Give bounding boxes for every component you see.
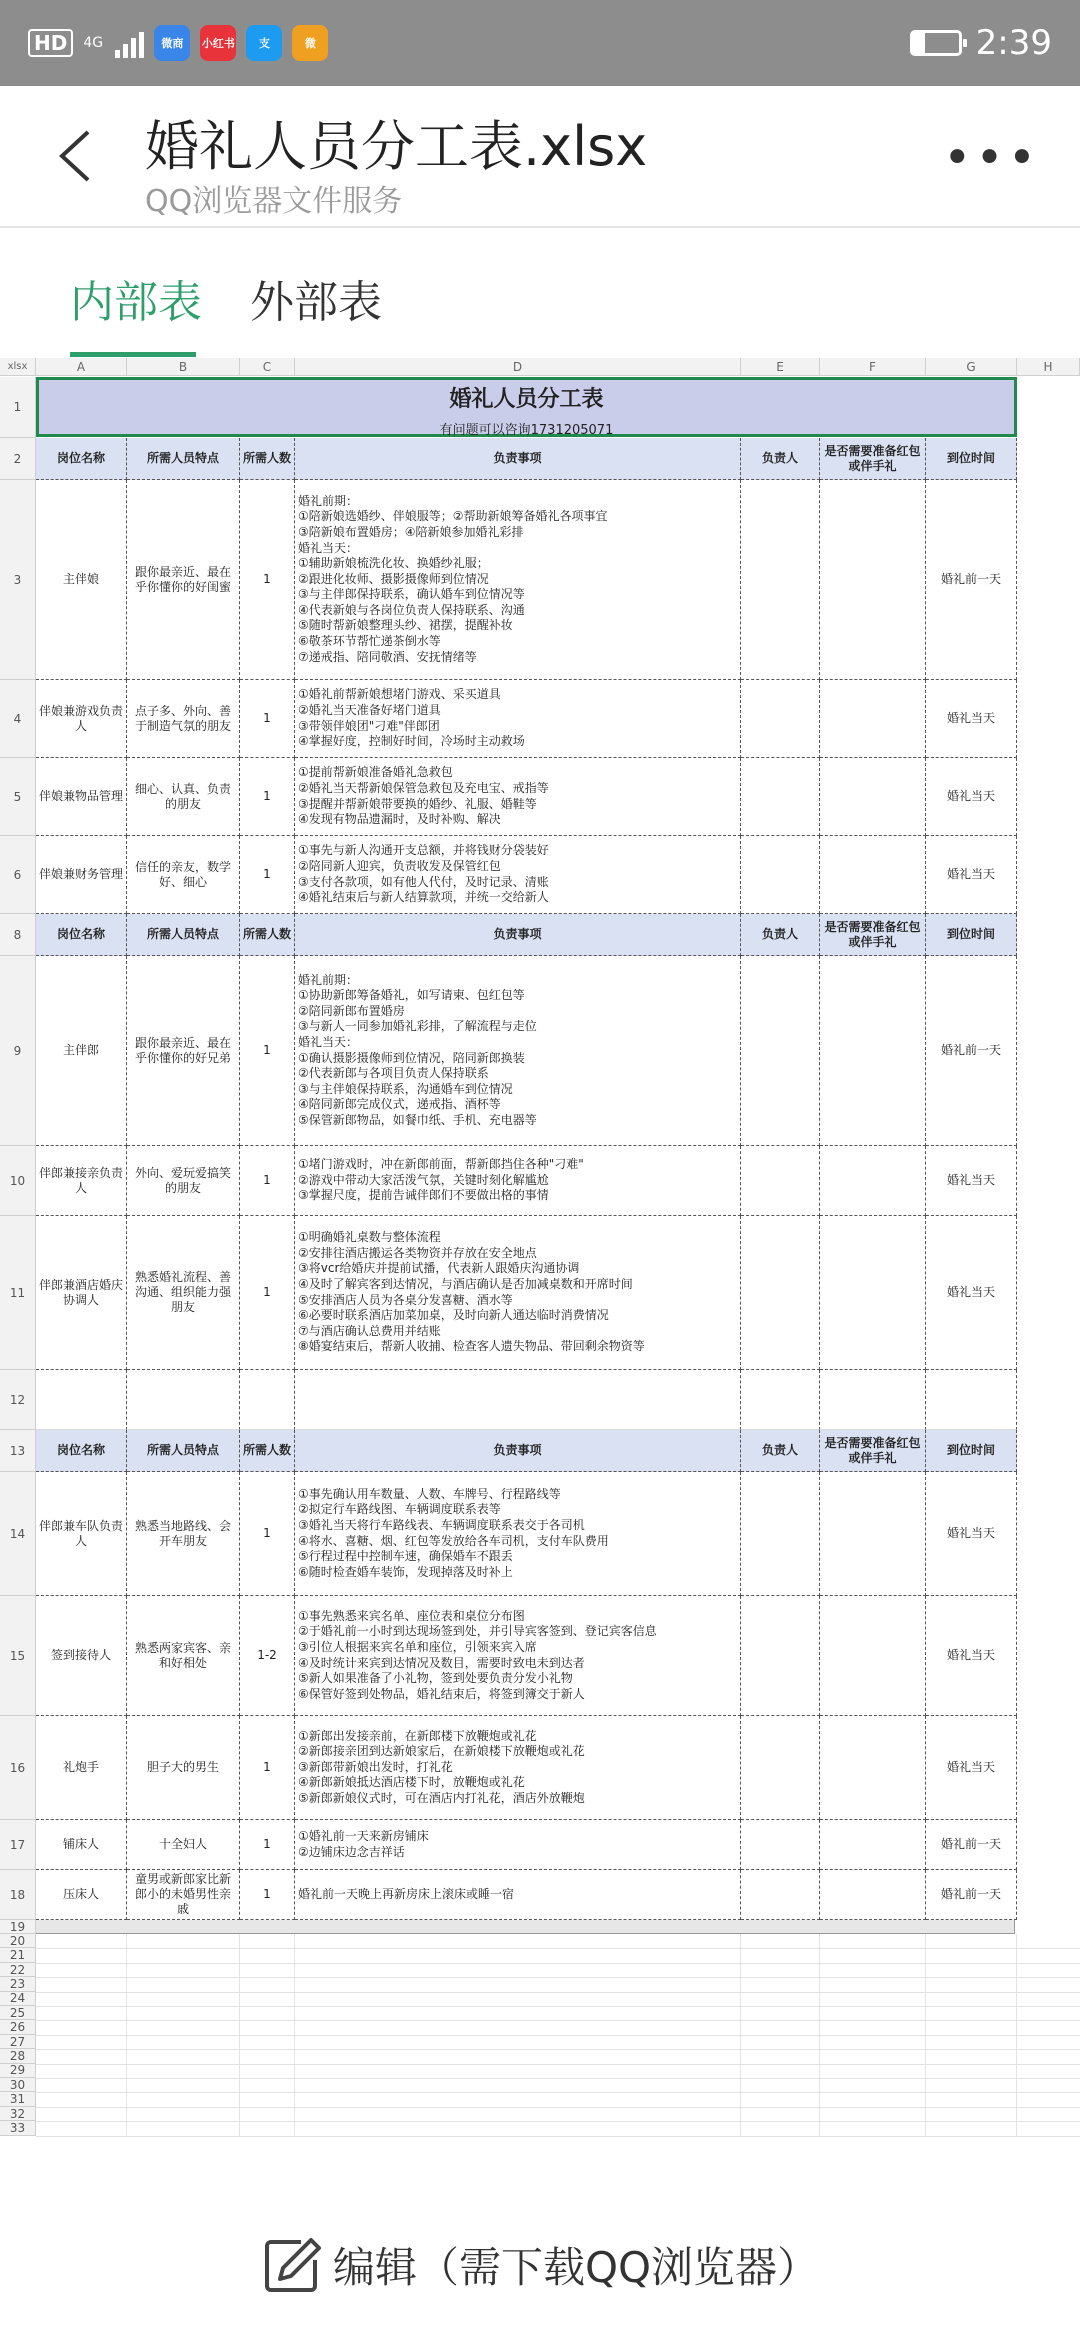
table-cell-num[interactable]: 1 <box>240 758 295 836</box>
table-header-cell[interactable]: 所需人数 <box>240 438 295 480</box>
table-cell-duty[interactable]: ①明确婚礼桌数与整体流程 ②安排往酒店搬运各类物资并存放在安全地点 ③将vcr给婚庆并提前试播，代表新人跟婚庆沟通协调 ④及时了解宾客到达情况，与酒店确认是否加减桌数和开席时间 ⑤安排酒店人员为各桌分发喜糖、酒水等 ⑥必要时联系酒店加菜加桌，及时向新人通达临时消费情况 ⑦与酒店确认总费用并结账 ⑧婚宴结束后，帮新人收捕、检查客人遗失物品、带回剩余物资等 <box>295 1216 741 1370</box>
grid-line <box>36 1977 1080 1978</box>
row-header[interactable]: 14 <box>0 1472 36 1596</box>
signal-icon <box>115 28 144 58</box>
table-cell-num[interactable]: 1-2 <box>240 1596 295 1716</box>
table-cell-duty[interactable]: 婚礼前期： ①陪新娘选婚纱、伴娘服等；②帮助新娘筹备婚礼各项事宜 ③陪新娘布置婚房；④陪新娘参加婚礼彩排 婚礼当天： ①辅助新娘梳洗化妆、换婚纱礼服； ②跟进化妆师、摄影摄像师到位情况 ③与主伴郎保持联系，确认婚车到位情况等 ④代表新娘与各岗位负责人保持联系、沟通 ⑤随时帮新娘整理头纱、裙摆，提醒补妆 ⑥敬茶环节帮忙递茶倒水等 ⑦递戒指、陪同敬酒、安抚情绪等 <box>295 480 741 680</box>
row-header[interactable]: 5 <box>0 758 36 836</box>
table-cell-trait[interactable]: 胆子大的男生 <box>127 1716 240 1820</box>
table-cell-time[interactable]: 婚礼当天 <box>926 758 1017 836</box>
column-header[interactable]: D <box>295 358 741 376</box>
table-cell-trait[interactable]: 熟悉婚礼流程、善沟通、组织能力强朋友 <box>127 1216 240 1370</box>
grid-line <box>36 2078 1080 2079</box>
status-bar <box>0 0 1080 86</box>
row-header[interactable]: 11 <box>0 1216 36 1370</box>
table-cell-pos[interactable]: 伴郎兼车队负责人 <box>36 1472 127 1596</box>
table-cell-num[interactable]: 1 <box>240 836 295 914</box>
table-header-cell[interactable]: 岗位名称 <box>36 1430 127 1472</box>
clock: 2:39 <box>975 23 1052 63</box>
column-header[interactable]: G <box>926 358 1017 376</box>
row-header[interactable]: 9 <box>0 956 36 1146</box>
back-arrow-icon[interactable] <box>50 126 110 186</box>
table-cell-time[interactable]: 婚礼当天 <box>926 1146 1017 1216</box>
grid-line <box>925 1934 926 2136</box>
table-header-cell[interactable]: 是否需要准备红包或伴手礼 <box>820 1430 926 1472</box>
xiaohongshu-icon: 小红书 <box>200 25 236 61</box>
battery-icon <box>910 30 962 56</box>
table-header-cell[interactable]: 负责事项 <box>295 914 741 956</box>
row-header[interactable]: 13 <box>0 1430 36 1472</box>
table-cell-trait[interactable]: 外向、爱玩爱搞笑的朋友 <box>127 1146 240 1216</box>
grid-line <box>36 2107 1080 2108</box>
table-cell-num[interactable]: 1 <box>240 1820 295 1870</box>
table-cell-time[interactable]: 婚礼当天 <box>926 680 1017 758</box>
table-cell-pos[interactable]: 铺床人 <box>36 1820 127 1870</box>
table-cell-pos[interactable]: 主伴郎 <box>36 956 127 1146</box>
table-header-cell[interactable]: 负责人 <box>741 1430 820 1472</box>
network-type: 4G <box>83 35 104 51</box>
table-cell-trait[interactable]: 熟悉当地路线、会开车朋友 <box>127 1472 240 1596</box>
table-cell-duty[interactable]: ①婚礼前帮新娘想堵门游戏、采买道具 ②婚礼当天准备好堵门道具 ③带领伴娘团"刁难"伴郎团 ④掌握好度，控制好时间，冷场时主动救场 <box>295 680 741 758</box>
column-header[interactable]: A <box>36 358 127 376</box>
table-cell-gift[interactable] <box>820 1820 926 1870</box>
grid-line <box>36 2035 1080 2036</box>
table-cell-owner[interactable] <box>741 1216 820 1370</box>
table-cell-gift[interactable] <box>820 1146 926 1216</box>
table-header-cell[interactable]: 所需人数 <box>240 914 295 956</box>
sheet-tabs <box>0 228 1080 358</box>
spreadsheet-view[interactable] <box>0 358 1080 2190</box>
column-header[interactable]: C <box>240 358 295 376</box>
table-cell-num[interactable]: 1 <box>240 1716 295 1820</box>
row-header[interactable]: 22 <box>0 1963 36 1977</box>
empty-cell[interactable] <box>127 1370 240 1430</box>
row-header[interactable]: 28 <box>0 2049 36 2063</box>
empty-cell[interactable] <box>820 1370 926 1430</box>
row-header[interactable]: 15 <box>0 1596 36 1716</box>
table-cell-time[interactable]: 婚礼前一天 <box>926 480 1017 680</box>
table-cell-pos[interactable]: 签到接待人 <box>36 1596 127 1716</box>
grid-line <box>36 2064 1080 2065</box>
table-cell-trait[interactable]: 童男或新郎家比新郎小的未婚男性亲戚 <box>127 1870 240 1920</box>
row-header[interactable]: 23 <box>0 1977 36 1991</box>
table-header-cell[interactable]: 岗位名称 <box>36 438 127 480</box>
table-cell-time[interactable]: 婚礼前一天 <box>926 1820 1017 1870</box>
row-header[interactable]: 18 <box>0 1870 36 1920</box>
table-header-cell[interactable]: 负责人 <box>741 914 820 956</box>
table-cell-duty[interactable]: ①婚礼前一天来新房铺床 ②边铺床边念吉祥话 <box>295 1820 741 1870</box>
grid-line <box>239 1934 240 2136</box>
row-header[interactable]: 3 <box>0 480 36 680</box>
table-cell-duty[interactable]: ①事先熟悉来宾名单、座位表和桌位分布图 ②于婚礼前一小时到达现场签到处，并引导宾客签到、登记宾客信息 ③引位人根据来宾名单和座位，引领来宾入席 ④及时统计来宾到达情况及数目，需要时致电未到达者 ⑤新人如果准备了小礼物，签到处要负责分发小礼物 ⑥保管好签到处物品，婚礼结束后，将签到簿交于新人 <box>295 1596 741 1716</box>
row-header[interactable]: 25 <box>0 2006 36 2020</box>
table-cell-trait[interactable]: 点子多、外向、善于制造气氛的朋友 <box>127 680 240 758</box>
empty-cell[interactable] <box>295 1370 741 1430</box>
table-cell-num[interactable]: 1 <box>240 480 295 680</box>
row-header[interactable]: 24 <box>0 1992 36 2006</box>
table-cell-num[interactable]: 1 <box>240 1870 295 1920</box>
row-header[interactable]: 33 <box>0 2121 36 2135</box>
table-cell-duty[interactable]: ①新郎出发接亲前，在新郎楼下放鞭炮或礼花 ②新郎接亲团到达新娘家后，在新娘楼下放鞭炮或礼花 ③新郎带新娘出发时，打礼花 ④新郎新娘抵达酒店楼下时，放鞭炮或礼花 ⑤新郎新娘仪式时，可在酒店内打礼花，酒店外放鞭炮 <box>295 1716 741 1820</box>
grid-line <box>36 1963 1080 1964</box>
grid-line <box>36 2121 1080 2122</box>
file-subtitle: QQ浏览器文件服务 <box>145 184 403 219</box>
row-header[interactable]: 17 <box>0 1820 36 1870</box>
row-header[interactable]: 2 <box>0 438 36 480</box>
app-notification-icon: 微商 <box>154 25 190 61</box>
empty-row-grey[interactable] <box>36 1920 1015 1934</box>
row-header[interactable]: 27 <box>0 2035 36 2049</box>
grid-line <box>36 2136 1080 2137</box>
table-cell-owner[interactable] <box>741 758 820 836</box>
table-header-cell[interactable]: 是否需要准备红包或伴手礼 <box>820 438 926 480</box>
table-cell-time[interactable]: 婚礼当天 <box>926 1716 1017 1820</box>
table-cell-duty[interactable]: ①堵门游戏时，冲在新郎前面，帮新郎挡住各种"刁难" ②游戏中带动大家活泼气氛，关键时刻化解尴尬 ③掌握尺度，提前告诫伴郎们不要做出格的事情 <box>295 1146 741 1216</box>
column-header[interactable]: H <box>1017 358 1080 376</box>
table-header-cell[interactable]: 所需人员特点 <box>127 438 240 480</box>
table-cell-trait[interactable]: 十全妇人 <box>127 1820 240 1870</box>
empty-cell[interactable] <box>240 1370 295 1430</box>
table-cell-pos[interactable]: 伴娘兼财务管理 <box>36 836 127 914</box>
hd-indicator: HD <box>28 29 73 57</box>
column-header[interactable]: B <box>127 358 240 376</box>
table-header-cell[interactable]: 负责事项 <box>295 438 741 480</box>
table-header-cell[interactable]: 所需人员特点 <box>127 1430 240 1472</box>
table-cell-gift[interactable] <box>820 758 926 836</box>
empty-cell[interactable] <box>36 1370 127 1430</box>
table-cell-owner[interactable] <box>741 1596 820 1716</box>
table-cell-num[interactable]: 1 <box>240 1472 295 1596</box>
grid-line <box>294 1934 295 2136</box>
active-tab-indicator <box>70 352 196 357</box>
table-cell-trait[interactable]: 跟你最亲近、最在乎你懂你的好闺蜜 <box>127 480 240 680</box>
alipay-icon: 支 <box>246 25 282 61</box>
table-header-cell[interactable]: 负责人 <box>741 438 820 480</box>
empty-cell[interactable] <box>741 1370 820 1430</box>
grid-line <box>36 1948 1080 1949</box>
row-header[interactable]: 8 <box>0 914 36 956</box>
table-cell-gift[interactable] <box>820 680 926 758</box>
edit-label: 编辑（需下载QQ浏览器） <box>332 2243 820 2292</box>
table-cell-owner[interactable] <box>741 956 820 1146</box>
table-header-cell[interactable]: 所需人员特点 <box>127 914 240 956</box>
table-cell-owner[interactable] <box>741 1820 820 1870</box>
table-cell-num[interactable]: 1 <box>240 1146 295 1216</box>
row-header[interactable]: 31 <box>0 2092 36 2106</box>
table-cell-gift[interactable] <box>820 1596 926 1716</box>
sheet-title-cell[interactable] <box>36 377 1017 437</box>
more-options-icon[interactable]: ••• <box>943 130 1040 186</box>
row-header[interactable]: 12 <box>0 1370 36 1430</box>
row-header[interactable]: 4 <box>0 680 36 758</box>
tab-external[interactable]: 外部表 <box>250 277 382 328</box>
weibo-icon: 微 <box>292 25 328 61</box>
table-cell-time[interactable]: 婚礼前一天 <box>926 956 1017 1146</box>
table-cell-owner[interactable] <box>741 836 820 914</box>
table-cell-trait[interactable]: 熟悉两家宾客、亲和好相处 <box>127 1596 240 1716</box>
row-header[interactable]: 6 <box>0 836 36 914</box>
table-header-cell[interactable]: 所需人数 <box>240 1430 295 1472</box>
table-cell-gift[interactable] <box>820 836 926 914</box>
table-cell-gift[interactable] <box>820 1716 926 1820</box>
app-header <box>0 86 1080 228</box>
table-cell-duty[interactable]: 婚礼前期： ①协助新郎筹备婚礼，如写请柬、包红包等 ②陪同新郎布置婚房 ③与新人一同参加婚礼彩排，了解流程与走位 婚礼当天： ①确认摄影摄像师到位情况，陪同新郎换装 ②代表新郎与各项目负责人保持联系 ③与主伴娘保持联系，沟通婚车到位情况 ④陪同新郎完成仪式，递戒指、酒杯等 ⑤保管新郎物品，如餐巾纸、手机、充电器等 <box>295 956 741 1146</box>
table-cell-num[interactable]: 1 <box>240 956 295 1146</box>
sheet-corner: xlsx <box>0 358 36 376</box>
table-cell-pos[interactable]: 伴娘兼游戏负责人 <box>36 680 127 758</box>
table-header-cell[interactable]: 负责事项 <box>295 1430 741 1472</box>
row-header[interactable]: 20 <box>0 1934 36 1948</box>
column-header[interactable]: F <box>820 358 926 376</box>
table-cell-gift[interactable] <box>820 1472 926 1596</box>
row-header[interactable]: 29 <box>0 2064 36 2078</box>
table-header-cell[interactable]: 到位时间 <box>926 1430 1017 1472</box>
grid-line <box>36 2006 1080 2007</box>
grid-line <box>36 1992 1080 1993</box>
edit-bar[interactable] <box>0 2190 1080 2340</box>
table-cell-num[interactable]: 1 <box>240 1216 295 1370</box>
table-cell-time[interactable]: 婚礼当天 <box>926 1472 1017 1596</box>
table-cell-owner[interactable] <box>741 1716 820 1820</box>
grid-line <box>36 2092 1080 2093</box>
row-header[interactable]: 16 <box>0 1716 36 1820</box>
grid-line <box>1016 1934 1017 2136</box>
table-cell-gift[interactable] <box>820 956 926 1146</box>
sheet-subtitle: 有问题可以咨询1731205071 <box>439 423 614 438</box>
table-header-cell[interactable]: 到位时间 <box>926 914 1017 956</box>
column-header[interactable]: E <box>741 358 820 376</box>
grid-line <box>126 1934 127 2136</box>
grid-line <box>36 2020 1080 2021</box>
table-cell-owner[interactable] <box>741 1472 820 1596</box>
table-cell-trait[interactable]: 细心、认真、负责的朋友 <box>127 758 240 836</box>
sheet-title: 婚礼人员分工表 <box>449 387 604 412</box>
table-cell-gift[interactable] <box>820 1870 926 1920</box>
table-cell-gift[interactable] <box>820 1216 926 1370</box>
table-cell-duty[interactable]: 婚礼前一天晚上再新房床上滚床或睡一宿 <box>295 1870 741 1920</box>
row-header[interactable]: 21 <box>0 1948 36 1962</box>
table-header-cell[interactable]: 到位时间 <box>926 438 1017 480</box>
grid-line <box>36 2049 1080 2050</box>
table-cell-time[interactable]: 婚礼当天 <box>926 1216 1017 1370</box>
table-cell-time[interactable]: 婚礼前一天 <box>926 1870 1017 1920</box>
table-header-cell[interactable]: 岗位名称 <box>36 914 127 956</box>
table-cell-pos[interactable]: 礼炮手 <box>36 1716 127 1820</box>
table-cell-pos[interactable]: 主伴娘 <box>36 480 127 680</box>
table-cell-gift[interactable] <box>820 480 926 680</box>
table-cell-trait[interactable]: 跟你最亲近、最在乎你懂你的好兄弟 <box>127 956 240 1146</box>
grid-line <box>819 1934 820 2136</box>
table-cell-trait[interactable]: 信任的亲友，数学好、细心 <box>127 836 240 914</box>
tab-internal[interactable]: 内部表 <box>70 277 202 328</box>
table-cell-owner[interactable] <box>741 1870 820 1920</box>
table-cell-duty[interactable]: ①事先确认用车数量、人数、车牌号、行程路线等 ②拟定行车路线图、车辆调度联系表等 ③婚礼当天将行车路线表、车辆调度联系表交于各司机 ④将水、喜糖、烟、红包等发放给各车司机，支付车队费用 ⑤行程过程中控制车速，确保婚车不跟丢 ⑥随时检查婚车装饰，发现掉落及时补上 <box>295 1472 741 1596</box>
grid-line <box>740 1934 741 2136</box>
table-header-cell[interactable]: 是否需要准备红包或伴手礼 <box>820 914 926 956</box>
row-header[interactable]: 19 <box>0 1920 36 1934</box>
row-header[interactable]: 32 <box>0 2107 36 2121</box>
table-cell-owner[interactable] <box>741 680 820 758</box>
table-cell-pos[interactable]: 压床人 <box>36 1870 127 1920</box>
file-title: 婚礼人员分工表.xlsx <box>145 115 648 178</box>
table-cell-time[interactable]: 婚礼当天 <box>926 1596 1017 1716</box>
row-header[interactable]: 1 <box>0 377 36 438</box>
table-cell-pos[interactable]: 伴郎兼酒店婚庆协调人 <box>36 1216 127 1370</box>
edit-icon <box>261 2234 323 2296</box>
table-cell-pos[interactable]: 伴郎兼接亲负责人 <box>36 1146 127 1216</box>
empty-cell[interactable] <box>926 1370 1017 1430</box>
table-cell-duty[interactable]: ①事先与新人沟通开支总额，并将钱财分袋装好 ②陪同新人迎宾，负责收发及保管红包 ③支付各款项，如有他人代付，及时记录、清账 ④婚礼结束后与新人结算款项，并统一交给新人 <box>295 836 741 914</box>
row-header[interactable]: 10 <box>0 1146 36 1216</box>
table-cell-owner[interactable] <box>741 1146 820 1216</box>
table-cell-num[interactable]: 1 <box>240 680 295 758</box>
table-cell-pos[interactable]: 伴娘兼物品管理 <box>36 758 127 836</box>
table-cell-duty[interactable]: ①提前帮新娘准备婚礼急救包 ②婚礼当天帮新娘保管急救包及充电宝、戒指等 ③提醒并帮新娘带要换的婚纱、礼服、婚鞋等 ④发现有物品遗漏时，及时补购、解决 <box>295 758 741 836</box>
row-header[interactable]: 26 <box>0 2020 36 2034</box>
row-header[interactable]: 30 <box>0 2078 36 2092</box>
table-cell-owner[interactable] <box>741 480 820 680</box>
table-cell-time[interactable]: 婚礼当天 <box>926 836 1017 914</box>
